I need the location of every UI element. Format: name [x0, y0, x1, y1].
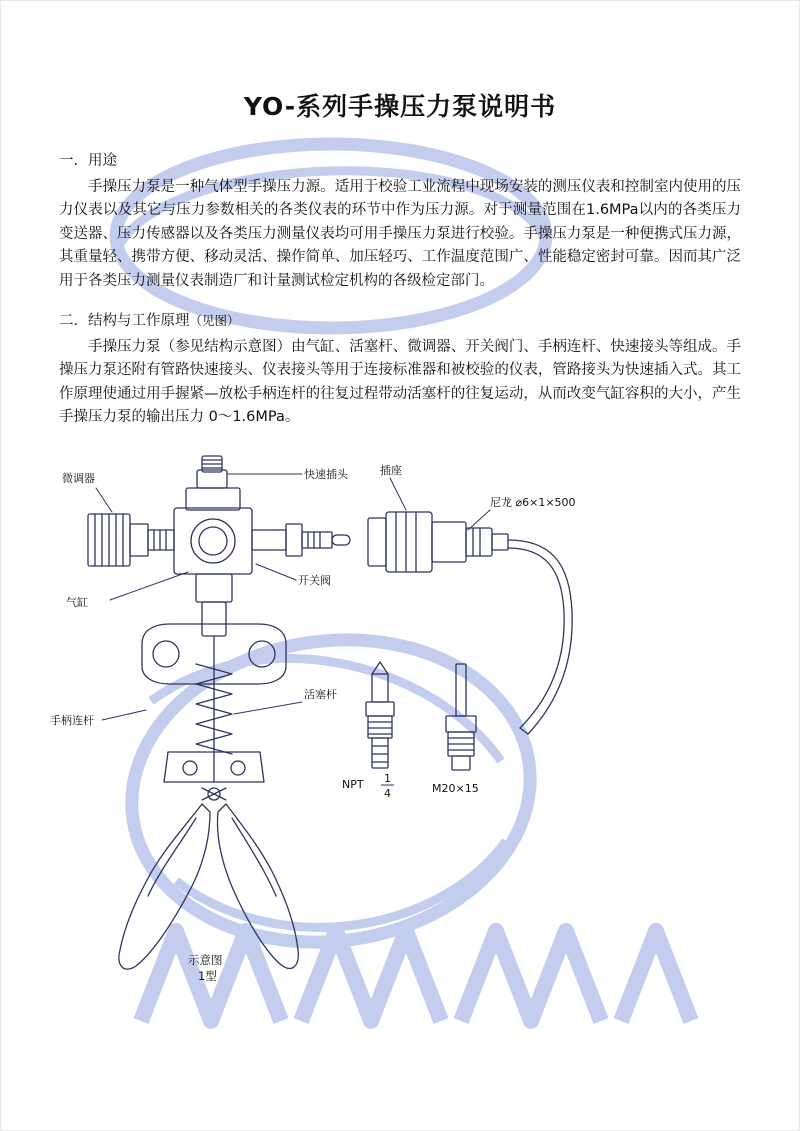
label-handle-link: 手柄连杆: [50, 713, 94, 727]
label-npt-thread: NPT: [342, 777, 364, 791]
section-structure: [59, 311, 741, 430]
section-structure-paragraph: 手操压力泵（参见结构示意图）由气缸、活塞杆、微调器、开关阀门、手柄连杆、快速接头等组成。手操压力泵还附有管路快速接头、仪表接头等用于连接标准器和被校验的仪表，管路接头为快速插入式。其工作原理使通过用手握紧—放松手柄连杆的往复过程带动活塞杆的往复运动，从而改变气缸容积的大小，产生手操压力泵的输出压力 0～1.6MPa。: [59, 338, 741, 426]
label-npt-denominator: 4: [384, 786, 391, 800]
document-body: [1, 87, 799, 430]
label-regulator: 微调器: [62, 471, 95, 485]
page-title: YO-系列手操压力泵说明书: [243, 92, 557, 121]
handle-assembly: [119, 624, 298, 969]
label-quick-plug: 快速插头: [304, 467, 348, 481]
figure-caption-line1: 示意图: [188, 952, 223, 967]
label-socket: 插座: [380, 463, 402, 477]
section-structure-heading-note: （见图）: [189, 313, 240, 329]
figure-caption-line2: 1型: [198, 968, 217, 983]
section-structure-heading: [59, 311, 741, 333]
leader-lines: [96, 474, 490, 720]
figure-schematic: [1, 452, 799, 1012]
socket-and-tube: [368, 512, 572, 734]
pump-body: [174, 456, 350, 636]
label-m20-thread: M20×15: [432, 781, 479, 795]
section-structure-heading-text: 二．结构与工作原理: [59, 313, 190, 330]
label-nylon-tube: 尼龙 ⌀6×1×500: [490, 495, 576, 509]
label-switch-valve: 开关阀: [298, 573, 331, 587]
label-cylinder: 气缸: [66, 595, 88, 609]
label-piston-rod: 活塞杆: [304, 687, 337, 701]
section-purpose-heading-text: 一．用途: [59, 153, 117, 169]
regulator-knob: [88, 514, 174, 566]
section-purpose-paragraph: 手操压力泵是一种气体型手操压力源。适用于校验工业流程中现场安装的测压仪表和控制室内使用的压力仪表以及其它与压力参数相关的各类仪表的环节中作为压力源。对于测量范围在1.6MPa以内的各类压力变送器、压力传感器以及各类压力测量仪表均可用手操压力泵进行校验。手操压力泵是一种便携式压力源，其重量轻、携带方便、移动灵活、操作简单、加压轻巧、工作温度范围广、性能稳定密封可靠。因而其广泛用于各类压力测量仪表制造厂和计量测试检定机构的各级检定部门。: [59, 178, 741, 289]
m20-fitting: [446, 664, 476, 770]
figure-svg: [50, 452, 750, 1012]
npt-fitting: [366, 662, 394, 768]
figure-labels: [50, 463, 576, 983]
label-npt-numerator: 1: [384, 771, 391, 785]
section-purpose: [59, 151, 741, 293]
section-purpose-heading: [59, 151, 741, 173]
